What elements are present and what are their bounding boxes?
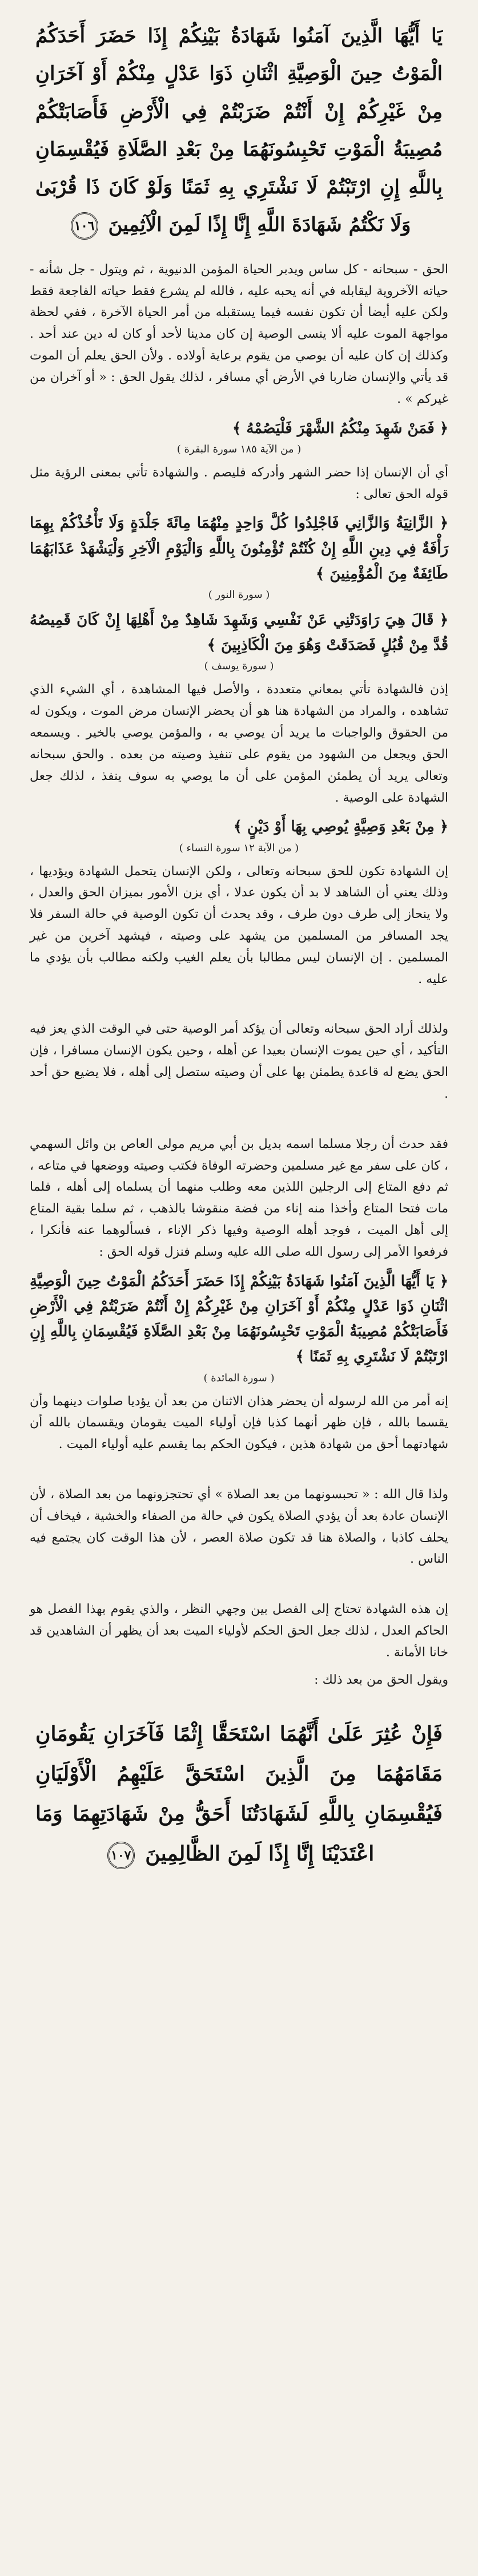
verse-reference: ( سورة المائدة ) xyxy=(203,1372,275,1384)
inline-verse: ﴿ فَمَنْ شَهِدَ مِنْكُمُ الشَّهْرَ فَلْيَصُمْهُ ﴾ xyxy=(232,419,448,437)
paragraph: ويقول الحق من بعد ذلك : xyxy=(314,1672,448,1687)
section-gap xyxy=(30,1576,448,1599)
inline-verse: ﴿ قَالَ هِيَ رَاوَدَتْنِي عَنْ نَفْسِي وَشَهِدَ شَاهِدٌ مِنْ أَهْلِهَا إِنْ كَانَ قَمِيصُهُ قُدَّ مِنْ قُبُلٍ فَصَدَقَتْ وَهُوَ مِنَ الْكَاذِبِينَ ﴾ xyxy=(30,611,448,654)
verse-text: يَا أَيُّهَا الَّذِينَ آمَنُوا شَهَادَةُ بَيْنِكُمْ إِذَا حَضَرَ أَحَدَكُمُ الْمَوْتُ حِينَ الْوَصِيَّةِ اثْنَانِ ذَوَا عَدْلٍ مِنْكُمْ أَوْ آخَرَانِ مِنْ غَيْرِكُمْ إِنْ أَنْتُمْ ضَرَبْتُمْ فِي الْأَرْضِ فَأَصَابَتْكُمْ مُصِيبَةُ الْمَوْتِ تَحْبِسُونَهُمَا مِنْ بَعْدِ الصَّلَاةِ فَيُقْسِمَانِ بِاللَّهِ إِنِ ارْتَبْتُمْ لَا نَشْتَرِي بِهِ ثَمَنًا وَلَوْ كَانَ ذَا قُرْبَىٰ وَلَا نَكْتُمُ شَهَادَةَ اللَّهِ إِنَّا إِذًا لَمِنَ الْآثِمِينَ xyxy=(35,25,443,237)
verse-reference: ( سورة يوسف ) xyxy=(204,660,274,673)
verse-block-bottom xyxy=(35,1714,443,1874)
verse-reference: ( سورة النور ) xyxy=(208,588,270,601)
paragraph: إن هذه الشهادة تحتاج إلى الفصل بين وجهي النظر ، والذي يقوم بهذا الفصل هو الحاكم العدل ، لذلك جعل الحق الحكم لأولياء الميت بعد أن يظهر أن الشاهدين قد خانا الأمانة . xyxy=(30,1602,448,1660)
inline-verse: ﴿ الزَّانِيَةُ وَالزَّانِي فَاجْلِدُوا كُلَّ وَاحِدٍ مِنْهُمَا مِائَةَ جَلْدَةٍ وَلَا تَأْخُذْكُمْ بِهِمَا رَأْفَةٌ فِي دِينِ اللَّهِ إِنْ كُنْتُمْ تُؤْمِنُونَ بِاللَّهِ وَالْيَوْمِ الْآخِرِ وَلْيَشْهَدْ عَذَابَهُمَا طَائِفَةٌ مِنَ الْمُؤْمِنِينَ ﴾ xyxy=(30,515,448,583)
section-gap xyxy=(30,996,448,1018)
verse-block-top xyxy=(35,17,443,244)
section-gap xyxy=(30,1111,448,1134)
paragraph: أي أن الإنسان إذا حضر الشهر وأدركه فليصم . والشهادة تأتي بمعنى الرؤية مثل قوله الحق تعالى : xyxy=(30,465,448,502)
verse-text: فَإِنْ عُثِرَ عَلَىٰ أَنَّهُمَا اسْتَحَقَّا إِثْمًا فَآخَرَانِ يَقُومَانِ مَقَامَهُمَا مِنَ الَّذِينَ اسْتَحَقَّ عَلَيْهِمُ الْأَوْلَيَانِ فَيُقْسِمَانِ بِاللَّهِ لَشَهَادَتُنَا أَحَقُّ مِنْ شَهَادَتِهِمَا وَمَا اعْتَدَيْنَا إِنَّا إِذًا لَمِنَ الظَّالِمِينَ xyxy=(35,1721,443,1866)
verse-number-marker: ١٠٧ xyxy=(107,1842,135,1869)
paragraph: ولذلك أراد الحق سبحانه وتعالى أن يؤكد أمر الوصية حتى في الوقت الذي يعز فيه التأكيد ، أي حين يموت الإنسان بعيدا عن أهله ، وحين يكون الإنسان مسافرا ، فإن الحق يضع له قاعدة يطمئن بها على أن وصيته ستصل إلى أهله ، فلا يضيع حق أحد . xyxy=(30,1022,448,1101)
paragraph: إنه أمر من الله لرسوله أن يحضر هذان الاثنان من بعد أن يؤديا صلوات دينهما وأن يقسما بالله ، فإن ظهر أنهما كذبا فإن أولياء الميت يقومان ويقسمان بالله أن شهادتهما أحق من شهادة هذين ، فيكون الحكم بما يقسم عليه أولياء الميت . xyxy=(30,1394,448,1452)
paragraph: فقد حدث أن رجلا مسلما اسمه بديل بن أبي مريم مولى العاص بن وائل السهمي ، كان على سفر مع غير مسلمين وحضرته الوفاة فكتب وصيته ووضعها في متاعه ، ثم دفع المتاع إلى الرجلين اللذين معه وطلب منهما أن يسلماه إلى أهله ، فلما مات فتحا المتاع وأخذا منه إناء من فضة منقوشا بالذهب ، ثم سلما بقية المتاع إلى أهل الميت ، فوجد أهله الوصية وفيها ذكر الإناء ، فسألوهما عنه فأنكرا ، فرفعوا الأمر إلى رسول الله صلى الله عليه وسلم فنزل قوله الحق : xyxy=(30,1137,448,1259)
inline-verse: ﴿ يَا أَيُّهَا الَّذِينَ آمَنُوا شَهَادَةُ بَيْنِكُمْ إِذَا حَضَرَ أَحَدَكُمُ الْمَوْتُ حِينَ الْوَصِيَّةِ اثْنَانِ ذَوَا عَدْلٍ مِنْكُمْ أَوْ آخَرَانِ مِنْ غَيْرِكُمْ إِنْ أَنْتُمْ ضَرَبْتُمْ فِي الْأَرْضِ فَأَصَابَتْكُمْ مُصِيبَةُ الْمَوْتِ تَحْبِسُونَهُمَا مِنْ بَعْدِ الصَّلَاةِ فَيُقْسِمَانِ بِاللَّهِ إِنِ ارْتَبْتُمْ لَا نَشْتَرِي بِهِ ثَمَنًا ﴾ xyxy=(30,1272,448,1366)
inline-verse: ﴿ مِنْ بَعْدِ وَصِيَّةٍ يُوصِي بِهَا أَوْ دَيْنٍ ﴾ xyxy=(233,818,448,836)
verse-reference: ( من الآية ١٨٥ سورة البقرة ) xyxy=(176,443,302,455)
paragraph: إن الشهادة تكون للحق سبحانه وتعالى ، ولكن الإنسان يتحمل الشهادة ويؤديها ، وذلك يعني أن الشاهد لا بد أن يكون عدلا ، أي يزن الأمور بميزان الحق والعدل ، ولا ينحاز إلى طرف دون طرف ، وقد يحدث أن تكون الوصية في حالة السفر فلا يجد المسافر من المسلمين من يشهد على وصيته ، فيشهد آخرين من غير المسلمين . إن الإنسان ليس مطالبا بأن يعلم الغيب ولكنه مطالب بأن يؤدي ما عليه . xyxy=(30,864,448,986)
paragraph: الحق - سبحانه - كل ساس ويدبر الحياة المؤمن الدنيوية ، ثم ويتول - جل شأنه - حياته الآخروية ليقابله في أنه يحبه عليه ، فالله لم يشرع فقط حياته الفاجعة فقط ولكن عليه أيضا أن تكون نفسه فيما يستقبله من أمر الحياة الآخرة ، ففي لحظة مواجهة الموت عليه ألا ينسى الوصية إن كان مدينا لأحد أو كان له دين عند أحد . وكذلك إن كان عليه أن يوصي من يقوم برعاية أولاده . ولأن الحق يعلم أن الموت قد يأتي والإنسان ضاربا في الأرض أي مسافر ، لذلك يقول الحق : « أو آخران من غيركم » . xyxy=(30,262,448,406)
section-gap xyxy=(30,1461,448,1484)
verse-reference: ( من الآية ١٢ سورة النساء ) xyxy=(179,842,299,854)
paragraph: ولذا قال الله : « تحبسونهما من بعد الصلاة » أي تحتجزونهما من بعد الصلاة ، لأن الإنسان عادة بعد أن يؤدي الصلاة يكون في حالة من الصفاء والخشية ، فيخاف أن يحلف كاذبا ، والصلاة هنا قد تكون صلاة العصر ، لأن هذا الوقت كان يجتمع فيه الناس . xyxy=(30,1487,448,1567)
verse-number-marker: ١٠٦ xyxy=(71,212,98,240)
paragraph: إذن فالشهادة تأتي بمعاني متعددة ، والأصل فيها المشاهدة ، أي الشيء الذي تشاهده ، والمراد من الشهادة هنا هو أن يحضر الإنسان مرض الموت ، ويكون له من الحقوق والواجبات ما يريد أن يوصي به ، والمؤمن يوصي بالخير . ويسمعه الحق ويجعل من الشهود من يقوم على تنفيذ وصيته من بعده . والحق سبحانه وتعالى يريد أن يطمئن المؤمن على أن ما يوصي به سوف ينفذ ، لذلك جعل الشهادة على الوصية . xyxy=(30,682,448,805)
